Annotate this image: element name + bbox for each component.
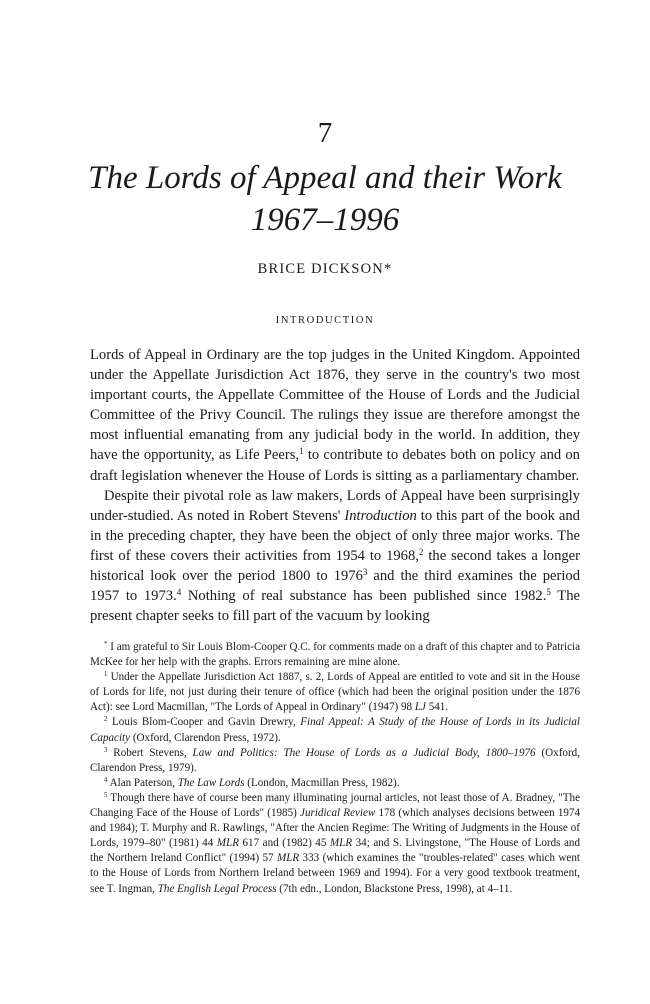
chapter-title-line-2: 1967–1996 [250,202,400,238]
chapter-title [60,157,590,241]
paragraph-2-text-f: The present chapter seeks to fill part of the vacuum by looking [90,588,580,625]
paragraph-2-text-e: Nothing of real substance has been published since 1982. [181,588,547,605]
footnote-5-italic-3: MLR [329,837,353,850]
chapter-title-line-1: The Lords of Appeal and their Work [88,160,562,196]
body-text [90,345,580,626]
footnote-5-italic-5: The English Legal Process [157,882,277,895]
footnote-1-text-b: 541. [425,701,449,714]
author-footnote-mark[interactable]: * [383,261,393,277]
footnote-star [90,640,580,670]
section-heading: INTRODUCTION [275,315,375,326]
footnote-1-italic: LJ [414,701,426,714]
footnote-2 [90,715,580,745]
footnote-ref-1[interactable]: 1 [299,446,304,457]
paragraph-2-text-b: to this part of the book and in the preceding chapter, they have been the object of only three major works. The first of these covers their activities from 1954 to 1968, [90,507,580,564]
author-name [0,260,650,278]
footnote-star-text: I am grateful to Sir Louis Blom-Cooper Q.C. for comments made on a draft of this chapter and to Patricia McKee for her help with the graphs. Errors remaining are mine alone. [90,641,580,669]
footnote-2-italic: Final Appeal: A Study of the House of Lords in its Judicial Capacity [90,716,580,744]
footnote-1-text-a: Under the Appellate Jurisdiction Act 1887, s. 2, Lords of Appeal are entitled to vote and sit in the House of Lords for life, not just during their tenure of office (which had been the original position under the 1876 Act): see Lord Macmillan, "The Lords of Appeal in Ordinary" (1947) 98 [90,671,580,714]
footnotes [90,640,580,897]
footnote-ref-2[interactable]: 2 [418,546,424,557]
paragraph-2-italic: Introduction [344,507,417,524]
footnote-5-text-f: (7th edn., London, Blackstone Press, 1998), at 4–11. [276,882,513,895]
footnote-5-text-d: 34; and S. Livingstone, "The House of Lords and the Northern Ireland Conflict" (1994) 57 [90,837,580,865]
footnote-5-text-e: 333 (which examines the "troubles-related" cases which went to the House of Lords from Northern Ireland between 1969 and 1994). For a very good textbook treatment, see T. Ingman, [90,852,580,895]
footnote-3-italic: Law and Politics: The House of Lords as a Judicial Body, 1800–1976 [192,746,536,759]
footnote-5-italic-4: MLR [276,852,300,865]
footnote-1 [90,670,580,715]
footnote-ref-5[interactable]: 5 [546,587,551,598]
footnote-ref-4[interactable]: 4 [176,587,182,598]
footnote-4-text-b: (London, Macmillan Press, 1982). [244,776,400,789]
footnote-star-mark: * [104,641,108,649]
footnote-3-mark: 3 [104,746,108,754]
footnote-4 [90,776,580,791]
footnote-5-italic-1: Juridical Review [300,807,376,820]
footnote-5-text-a: Though there have of course been many illuminating journal articles, not least those of A. Bradney, "The Changing Face of the House of Lords" (1985) [90,791,580,820]
chapter-number: 7 [317,117,333,149]
footnote-3 [90,746,580,776]
paragraph-1 [90,345,580,486]
footnote-3-text-a: Robert Stevens, [107,746,193,759]
footnote-5 [90,791,580,897]
paragraph-1-end: to contribute to debates both on policy and on draft legislation whenever the House of Lords is sitting as a parliamentary chamber. [90,447,580,484]
footnote-4-text-a: Alan Paterson, [107,776,178,789]
footnote-5-mark: 5 [104,792,108,800]
paragraph-2-text-c: the second takes a longer historical look over the period 1800 to 1976 [90,547,580,585]
footnote-5-text-c: 617 and (1982) 45 [238,837,330,850]
footnote-5-text-b: 178 (which analyses decisions between 1974 and 1984); T. Murphy and R. Rawlings, "After the Ancien Regime: The Writing of Judgments in the House of Lords, 1979–80" (1981) 44 [90,807,581,850]
footnote-2-text-a: Louis Blom-Cooper and Gavin Drewry, [107,716,301,729]
footnote-3-text-b: (Oxford, Clarendon Press, 1979). [90,746,580,774]
footnote-ref-3[interactable]: 3 [362,567,368,578]
author-name-text: BRICE DICKSON [257,261,384,277]
footnote-2-mark: 2 [104,716,108,724]
footnote-1-mark: 1 [104,671,108,679]
paragraph-2-text-a: Despite their pivotal role as law makers, Lords of Appeal have been surprisingly under-studied. As noted in Robert Stevens' [90,487,580,524]
footnote-4-mark: 4 [104,777,108,785]
paragraph-1-text: Lords of Appeal in Ordinary are the top judges in the United Kingdom. Appointed under the Appellate Jurisdiction Act 1876, they serve in the country's two most important courts, the Appellate Committee of the House of Lords and the Judicial Committee of the Privy Council. The rulings they issue are therefore amongst the most influential emanating from any judicial body in the world. In addition, they have the opportunity, as Life Peers, [90,347,580,464]
footnote-2-text-b: (Oxford, Clarendon Press, 1972). [130,731,281,744]
footnote-5-italic-2: MLR [216,837,239,850]
paragraph-2 [90,486,580,627]
footnote-4-italic: The Law Lords [177,776,245,789]
paragraph-2-text-d: and the third examines the period 1957 to 1973. [90,568,580,605]
